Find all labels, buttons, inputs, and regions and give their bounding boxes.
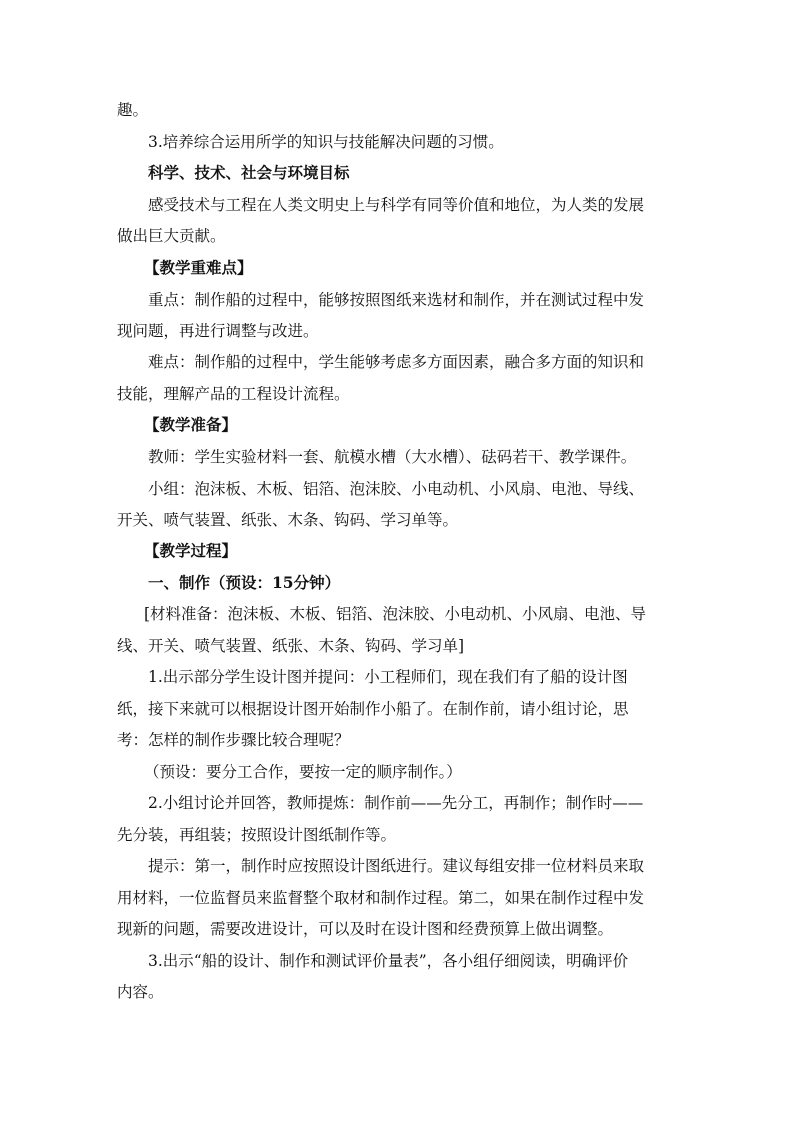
text-line: 考：怎样的制作步骤比较合理呢？ bbox=[117, 731, 350, 749]
text-line: 用材料，一位监督员来监督整个取材和制作过程。第二，如果在制作过程中发 bbox=[117, 889, 645, 907]
text-line: 难点：制作船的过程中，学生能够考虑多方面因素，融合多方面的知识和 bbox=[148, 353, 645, 371]
section-heading: 【教学重难点】 bbox=[144, 258, 253, 277]
section-heading: 【教学准备】 bbox=[144, 415, 238, 434]
text-line: 现问题，再进行调整与改进。 bbox=[117, 322, 319, 340]
text-line: 提示：第一，制作时应按照设计图纸进行。建议每组安排一位材料员来取 bbox=[148, 857, 645, 875]
text-line: 1.出示部分学生设计图并提问：小工程师们，现在我们有了船的设计图 bbox=[148, 668, 628, 686]
section-heading: 科学、技术、社会与环境目标 bbox=[148, 163, 350, 182]
text-line: 现新的问题，需要改进设计，可以及时在设计图和经费预算上做出调整。 bbox=[117, 920, 614, 938]
text-line: 趣。 bbox=[117, 101, 149, 119]
text-line: 开关、喷气装置、纸张、木条、钩码、学习单等。 bbox=[117, 511, 459, 529]
text-line: [材料准备：泡沫板、木板、铝箔、泡沫胶、小电动机、小风扇、电池、导 bbox=[144, 605, 647, 623]
text-line: 教师：学生实验材料一套、航模水槽（大水槽）、砝码若干、教学课件。 bbox=[148, 448, 637, 466]
section-heading: 一、制作（预设：15分钟） bbox=[148, 573, 341, 592]
text-line: （预设：要分工合作，要按一定的顺序制作。） bbox=[144, 763, 462, 781]
text-line: 小组：泡沫板、木板、铝箔、泡沫胶、小电动机、小风扇、电池、导线、 bbox=[148, 480, 645, 498]
text-line: 3.出示“船的设计、制作和测试评价量表”，各小组仔细阅读，明确评价 bbox=[148, 952, 629, 970]
text-line: 纸，接下来就可以根据设计图开始制作小船了。在制作前，请小组讨论，思 bbox=[117, 700, 629, 718]
text-line: 重点：制作船的过程中，能够按照图纸来选材和制作，并在测试过程中发 bbox=[148, 291, 645, 309]
text-line: 2.小组讨论并回答，教师提炼：制作前——先分工，再制作；制作时—— bbox=[148, 794, 644, 812]
text-line: 3.培养综合运用所学的知识与技能解决问题的习惯。 bbox=[148, 133, 504, 151]
text-line: 线、开关、喷气装置、纸张、木条、钩码、学习单] bbox=[117, 637, 465, 655]
section-heading: 【教学过程】 bbox=[144, 541, 238, 560]
text-line: 先分装，再组装；按照设计图纸制作等。 bbox=[117, 826, 397, 844]
text-line: 内容。 bbox=[117, 983, 164, 1001]
text-line: 感受技术与工程在人类文明史上与科学有同等价值和地位，为人类的发展 bbox=[148, 196, 645, 214]
text-line: 技能，理解产品的工程设计流程。 bbox=[117, 385, 350, 403]
text-line: 做出巨大贡献。 bbox=[117, 227, 226, 245]
